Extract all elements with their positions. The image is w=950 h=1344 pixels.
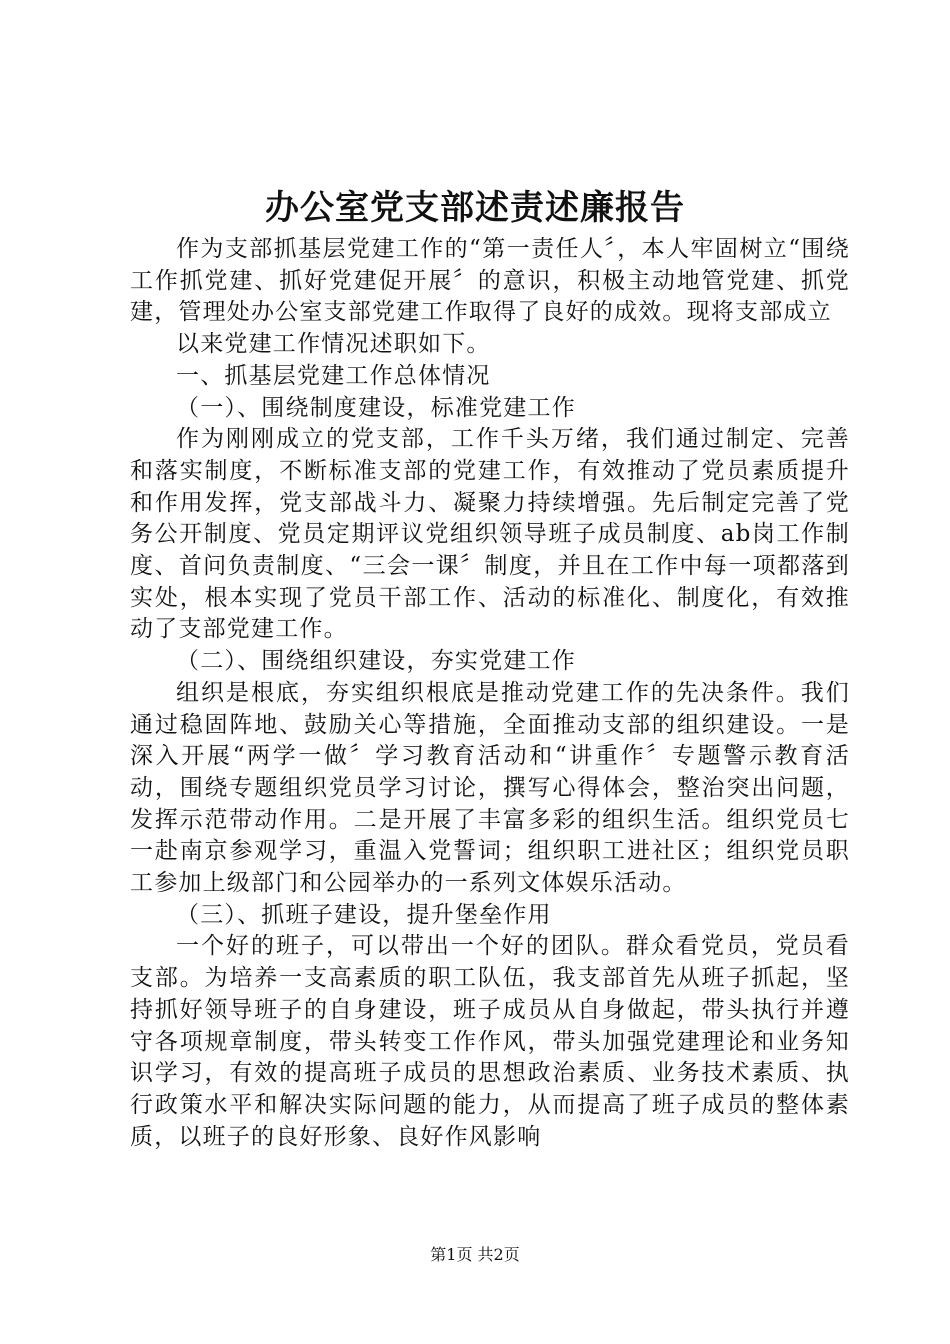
section-heading-1: 一、抓基层党建工作总体情况 bbox=[176, 362, 491, 389]
subsection-heading-2: （二）、围绕组织建设，夯实党建工作 bbox=[176, 648, 576, 675]
paragraph-leadership-building: 一个好的班子，可以带出一个好的团队。群众看党员，党员看支部。为培养一支高素质的职工队伍，我支部首先从班子抓起，坚持抓好领导班子的自身建设，班子成员从自身做起，带头执行并遵守各项规章制度，带头转变工作作风，带头加强党建理论和业务知识学习，有效的提高班子成员的思想政治素质、业务技术素质、执行政策水平和解决实际问题的能力，从而提高了班子成员的整体素质，以班子的良好形象、良好作风影响 bbox=[130, 933, 850, 1150]
paragraph-system-building: 作为刚刚成立的党支部，工作千头万绪，我们通过制定、完善和落实制度，不断标准支部的党建工作，有效推动了党员素质提升和作用发挥，党支部战斗力、凝聚力持续增强。先后制定完善了党务公开制度、党员定期评议党组织领导班子成员制度、ab岗工作制度、首问负责制度、“三会一课〞制度，并且在工作中每一项都落到实处，根本实现了党员干部工作、活动的标准化、制度化，有效推动了支部党建工作。 bbox=[130, 426, 850, 643]
document-body bbox=[130, 234, 850, 1153]
subsection-heading-1: （一）、围绕制度建设，标准党建工作 bbox=[176, 394, 576, 421]
paragraph-intro-continued: 以来党建工作情况述职如下。 bbox=[176, 331, 491, 358]
subsection-heading-3: （三）、抓班子建设，提升堡垒作用 bbox=[176, 901, 552, 928]
paragraph-organization-building: 组织是根底，夯实组织根底是推动党建工作的先决条件。我们通过稳固阵地、鼓励关心等措施，全面推动支部的组织建设。一是深入开展“两学一做〞学习教育活动和“讲重作〞专题警示教育活动，围绕专题组织党员学习讨论，撰写心得体会，整治突出问题，发挥示范带动作用。二是开展了丰富多彩的组织生活。组织党员七一赴南京参观学习，重温入党誓词；组织职工进社区；组织党员职工参加上级部门和公园举办的一系列文体娱乐活动。 bbox=[130, 679, 850, 897]
document-title: 办公室党支部述责述廉报告 bbox=[265, 188, 685, 228]
page-number-footer: 第1页 共2页 bbox=[430, 1245, 520, 1264]
paragraph-intro: 作为支部抓基层党建工作的“第一责任人〞，本人牢固树立“围绕工作抓党建、抓好党建促开展〞的意识，积极主动地管党建、抓党建，管理处办公室支部党建工作取得了良好的成效。现将支部成立 bbox=[130, 236, 850, 326]
